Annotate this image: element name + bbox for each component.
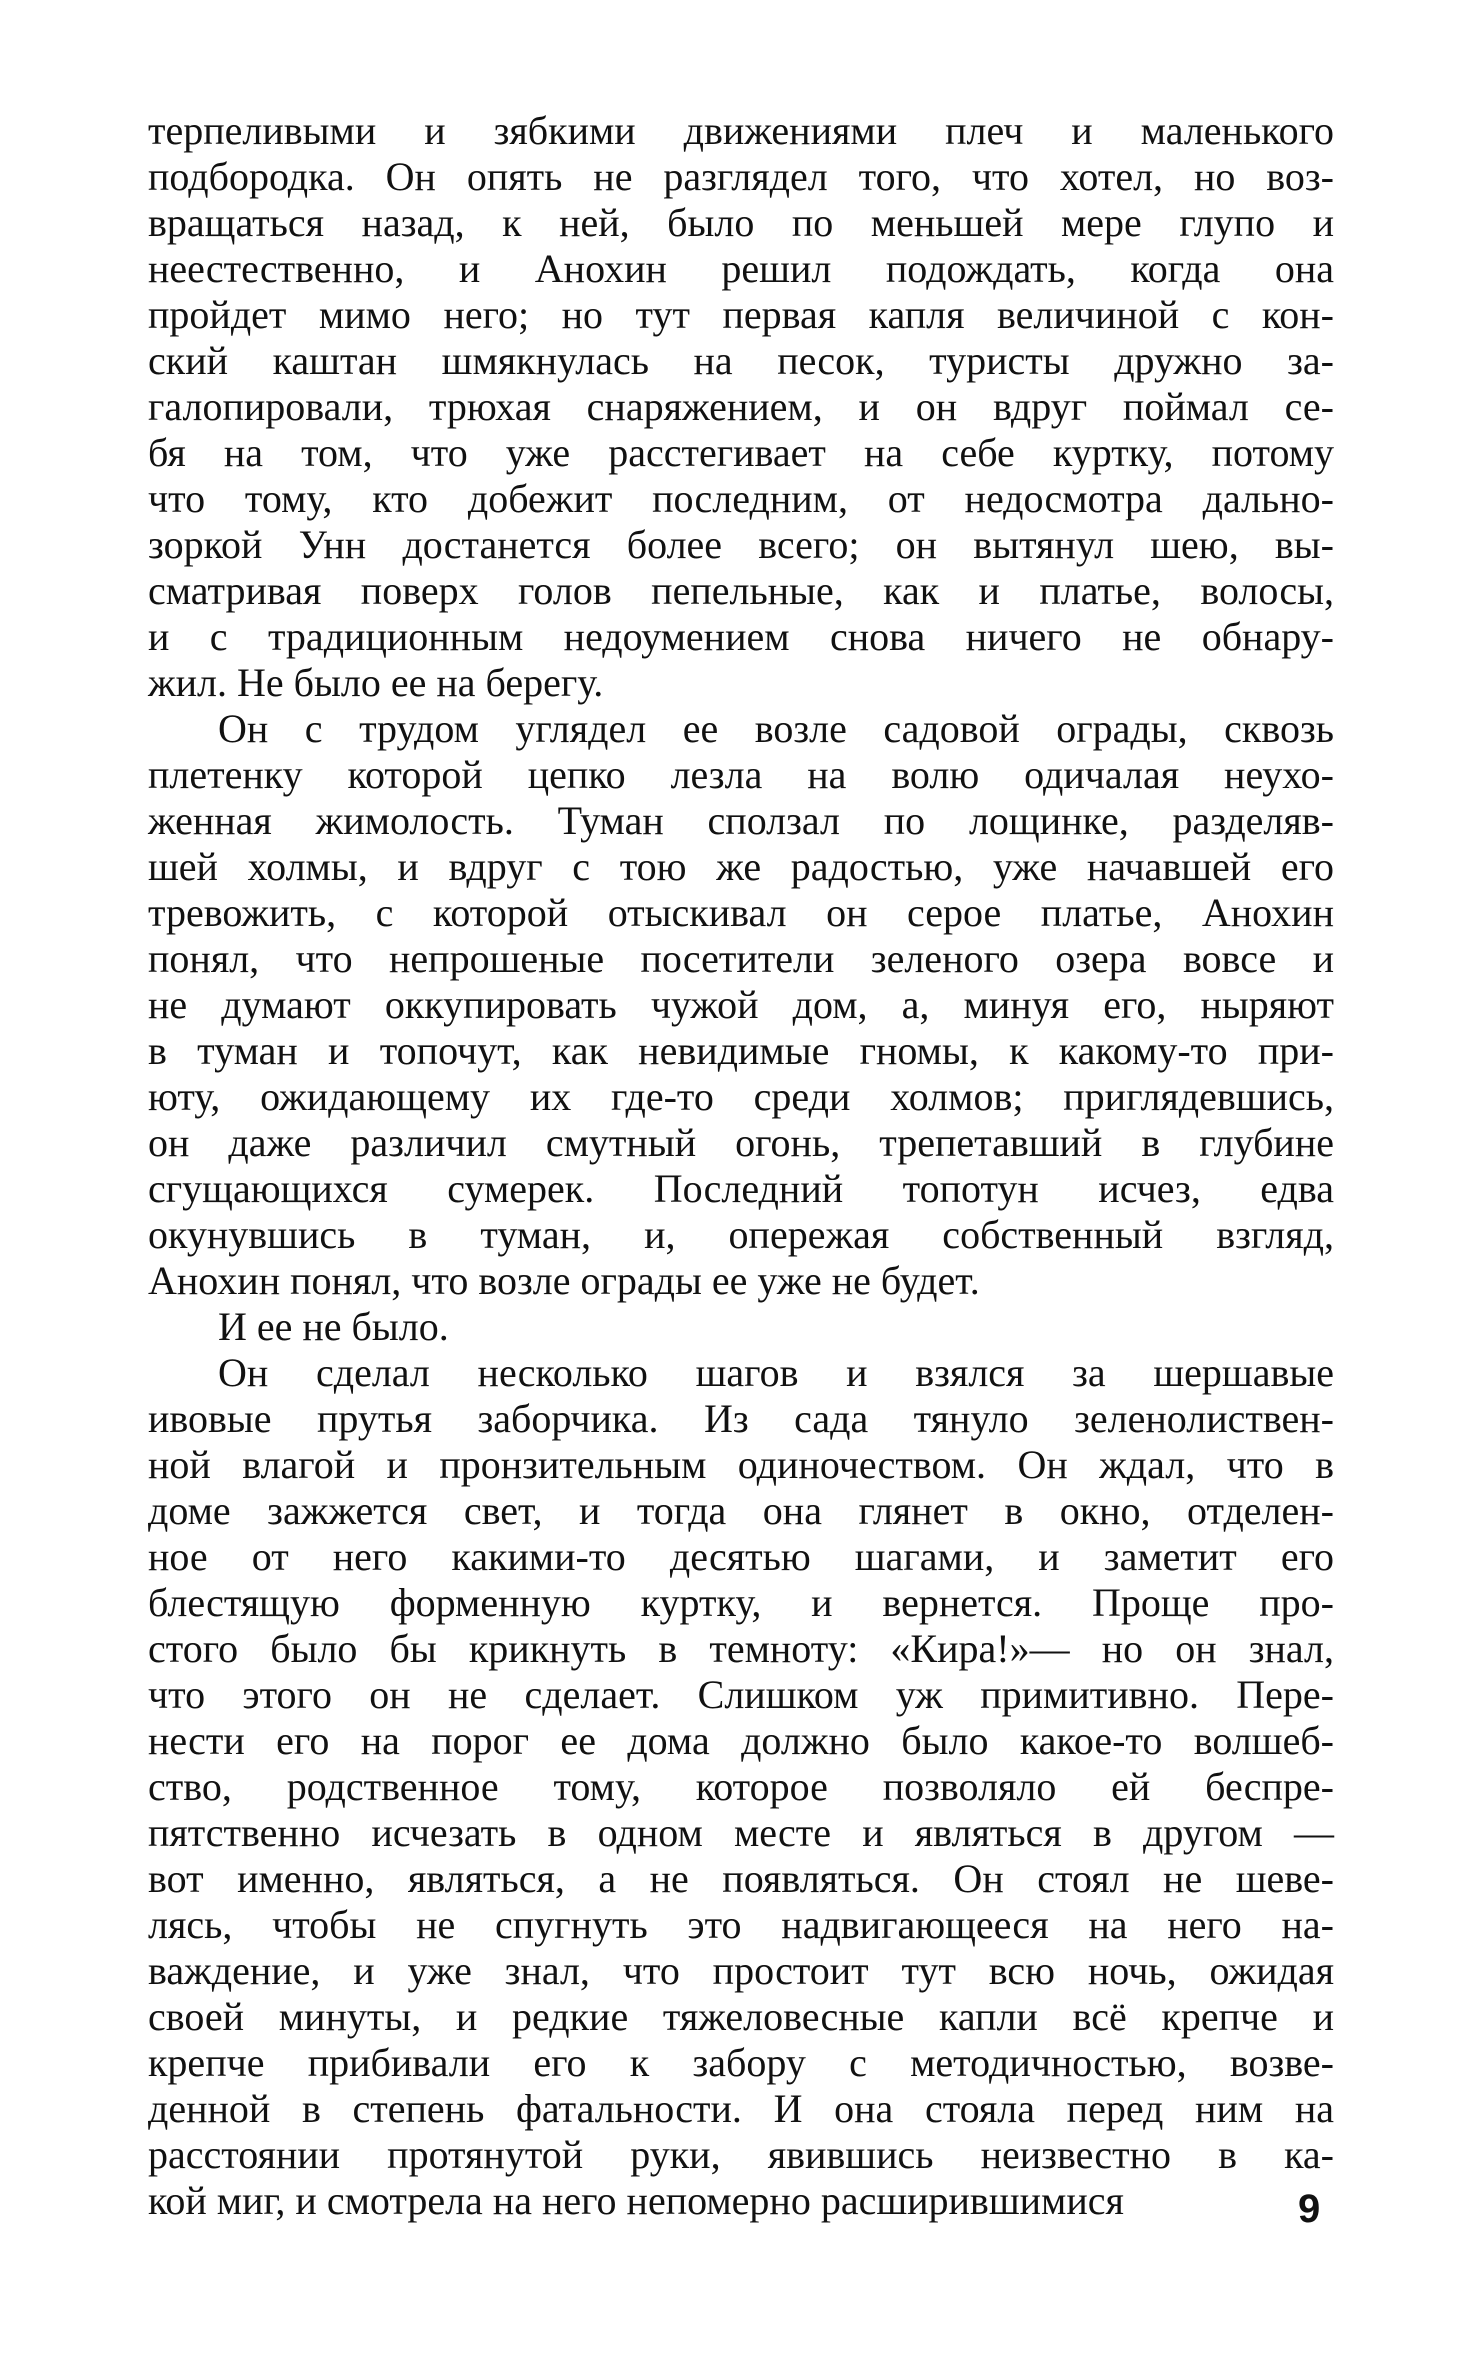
paragraph — [148, 706, 1334, 1304]
text-line: и с традиционным недоумением снова ничего не обнару- — [148, 614, 1334, 659]
text-line: денной в степень фатальности. И она стояла перед ним на — [148, 2086, 1334, 2131]
paragraph — [148, 1304, 1334, 1350]
text-line: ной влагой и пронзительным одиночеством. Он ждал, что в — [148, 1442, 1334, 1487]
text-line: женная жимолость. Туман сползал по лощинке, разделяв- — [148, 798, 1334, 843]
text-line: неестественно, и Анохин решил подождать, когда она — [148, 246, 1334, 291]
text-line: Анохин понял, что возле ограды ее уже не будет. — [148, 1258, 980, 1303]
text-line: ство, родственное тому, которое позволяло ей беспре- — [148, 1764, 1334, 1809]
text-line: кой миг, и смотрела на него непомерно расширившимися — [148, 2178, 1124, 2223]
text-line: важдение, и уже знал, что простоит тут всю ночь, ожидая — [148, 1948, 1334, 1993]
text-line: вот именно, являться, а не появляться. Он стоял не шеве- — [148, 1856, 1334, 1901]
text-line: шей холмы, и вдруг с тою же радостью, уже начавшей его — [148, 844, 1334, 889]
text-line: блестящую форменную куртку, и вернется. Проще про- — [148, 1580, 1334, 1625]
text-line: юту, ожидающему их где-то среди холмов; приглядевшись, — [148, 1074, 1334, 1119]
text-line: крепче прибивали его к забору с методичностью, возве- — [148, 2040, 1334, 2085]
text-line: лясь, чтобы не спугнуть это надвигающееся на него на- — [148, 1902, 1334, 1947]
text-line: расстоянии протянутой руки, явившись неизвестно в ка- — [148, 2132, 1334, 2177]
page-number: 9 — [1298, 2187, 1321, 2231]
text-line: нести его на порог ее дома должно было какое-то волшеб- — [148, 1718, 1334, 1763]
text-line: он даже различил смутный огонь, трепетавший в глубине — [148, 1120, 1334, 1165]
text-line: в туман и топочут, как невидимые гномы, к какому-то при- — [148, 1028, 1334, 1073]
page-body — [148, 108, 1334, 2224]
text-line: тревожить, с которой отыскивал он серое платье, Анохин — [148, 890, 1334, 935]
text-line: подбородка. Он опять не разглядел того, что хотел, но воз- — [148, 154, 1334, 199]
text-line: Он с трудом углядел ее возле садовой ограды, сквозь — [218, 706, 1334, 751]
text-line: понял, что непрошеные посетители зеленого озера вовсе и — [148, 936, 1334, 981]
text-line: что тому, кто добежит последним, от недосмотра дально- — [148, 476, 1334, 521]
text-line: не думают оккупировать чужой дом, а, минуя его, ныряют — [148, 982, 1334, 1027]
text-line: окунувшись в туман, и, опережая собственный взгляд, — [148, 1212, 1334, 1257]
text-line: плетенку которой цепко лезла на волю одичалая неухо- — [148, 752, 1334, 797]
paragraph — [148, 108, 1334, 706]
text-line: сматривая поверх голов пепельные, как и платье, волосы, — [148, 568, 1334, 613]
text-line: ное от него какими-то десятью шагами, и заметит его — [148, 1534, 1334, 1579]
text-line: ский каштан шмякнулась на песок, туристы дружно за- — [148, 338, 1334, 383]
text-line: сгущающихся сумерек. Последний топотун исчез, едва — [148, 1166, 1334, 1211]
text-line: пятственно исчезать в одном месте и являться в другом — — [148, 1810, 1334, 1855]
text-line: галопировали, трюхая снаряжением, и он вдруг поймал се- — [148, 384, 1334, 429]
text-line: И ее не было. — [218, 1304, 449, 1349]
text-line: зоркой Унн достанется более всего; он вытянул шею, вы- — [148, 522, 1334, 567]
text-line: ивовые прутья заборчика. Из сада тянуло зеленолиствен- — [148, 1396, 1334, 1441]
text-line: пройдет мимо него; но тут первая капля величиной с кон- — [148, 292, 1334, 337]
text-line: стого было бы крикнуть в темноту: «Кира!»— но он знал, — [148, 1626, 1334, 1671]
text-line: своей минуты, и редкие тяжеловесные капли всё крепче и — [148, 1994, 1334, 2039]
text-line: что этого он не сделает. Слишком уж примитивно. Пере- — [148, 1672, 1334, 1717]
text-line: терпеливыми и зябкими движениями плеч и маленького — [148, 108, 1334, 153]
text-line: жил. Не было ее на берегу. — [148, 660, 604, 705]
paragraph — [148, 1350, 1334, 2224]
text-line: бя на том, что уже расстегивает на себе куртку, потому — [148, 430, 1334, 475]
text-line: Он сделал несколько шагов и взялся за шершавые — [218, 1350, 1334, 1395]
text-line: доме зажжется свет, и тогда она глянет в окно, отделен- — [148, 1488, 1334, 1533]
text-line: вращаться назад, к ней, было по меньшей мере глупо и — [148, 200, 1334, 245]
